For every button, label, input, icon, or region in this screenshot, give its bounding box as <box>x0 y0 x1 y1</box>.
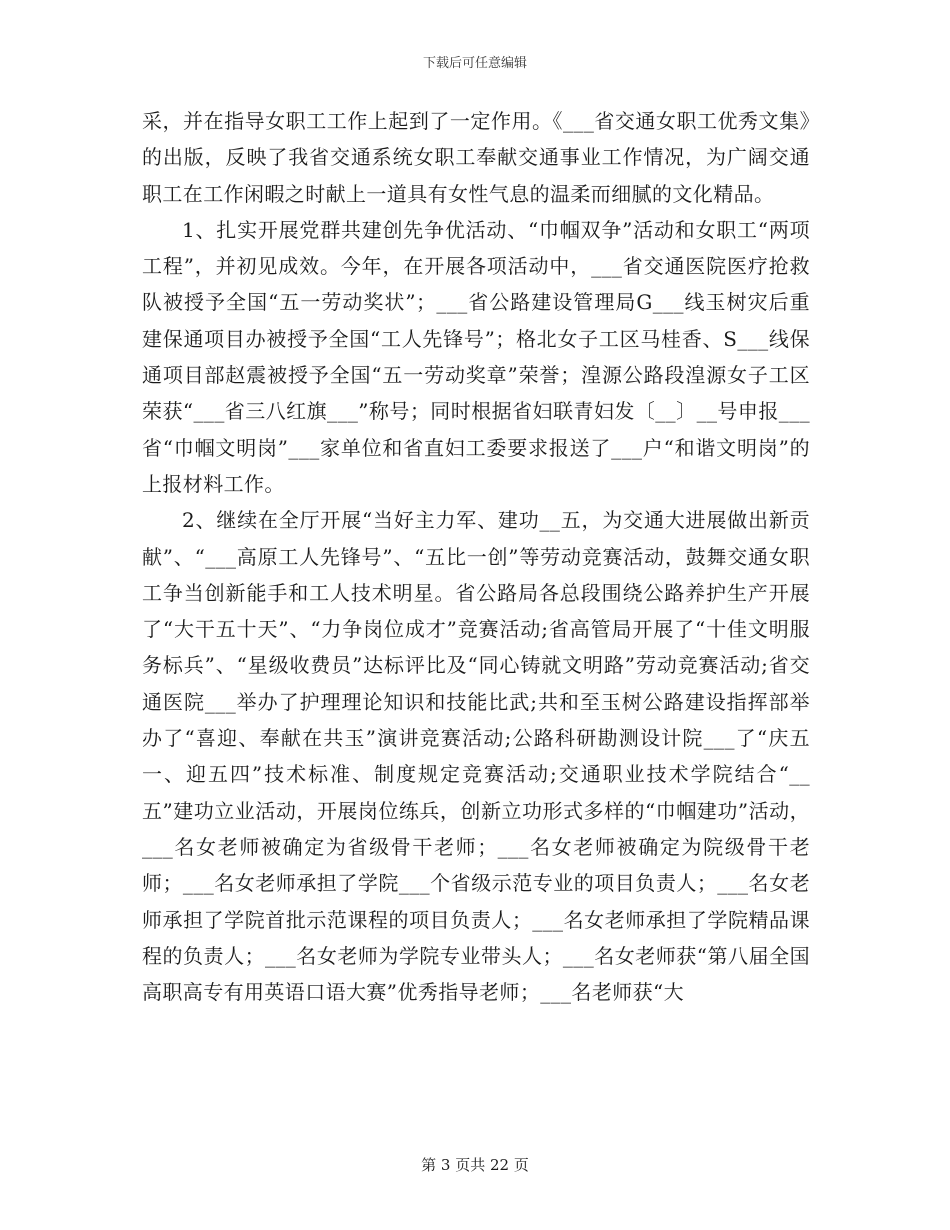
paragraph-item-2: 2、继续在全厅开展“当好主力军、建功__五，为交通大进展做出新贡献”、“___高原工人先锋号”、“五比一创”等劳动竞赛活动，鼓舞交通女职工争当创新能手和工人技术明星。省公路局各总段围绕公路养护生产开展了“大干五十天”、“力争岗位成才”竞赛活动;省高管局开展了“十佳文明服务标兵”、“星级收费员”达标评比及“同心铸就文明路”劳动竞赛活动;省交通医院___举办了护理理论知识和技能比武;共和至玉树公路建设指挥部举办了“喜迎、奉献在共玉”演讲竞赛活动;公路科研勘测设计院___了“庆五一、迎五四”技术标准、制度规定竞赛活动;交通职业技术学院结合“__五”建功立业活动，开展岗位练兵，创新立功形式多样的“巾帼建功”活动，___名女老师被确定为省级骨干老师；___名女老师被确定为院级骨干老师；___名女老师承担了学院___个省级示范专业的项目负责人；___名女老师承担了学院首批示范课程的项目负责人；___名女老师承担了学院精品课程的负责人；___名女老师为学院专业带头人；___名女老师获“第八届全国高职高专有用英语口语大赛”优秀指导老师；___名老师获“大 <box>142 508 810 1005</box>
document-body <box>142 103 810 1010</box>
page-header-note: 下载后可任意编辑 <box>422 56 527 71</box>
paragraph-continuation: 采，并在指导女职工工作上起到了一定作用。《___省交通女职工优秀文集》的出版，反映了我省交通系统女职工奉献交通事业工作情况，为广阔交通职工在工作闲暇之时献上一道具有女性气息的温柔而细腻的文化精品。 <box>142 109 810 206</box>
page-number: 第 3 页共 22 页 <box>421 1156 529 1174</box>
paragraph-item-1: 1、扎实开展党群共建创先争优活动、“巾帼双争”活动和女职工“两项工程”，并初见成效。今年，在开展各项活动中，___省交通医院医疗抢救队被授予全国“五一劳动奖状”；___省公路建设管理局G___线玉树灾后重建保通项目办被授予全国“工人先锋号”；格北女子工区马桂香、S___线保通项目部赵震被授予全国“五一劳动奖章”荣誉；湟源公路段湟源女子工区荣获“___省三八红旗___”称号；同时根据省妇联青妇发〔__〕__号申报___省“巾帼文明岗”___家单位和省直妇工委要求报送了___户“和谐文明岗”的上报材料工作。 <box>142 217 810 496</box>
